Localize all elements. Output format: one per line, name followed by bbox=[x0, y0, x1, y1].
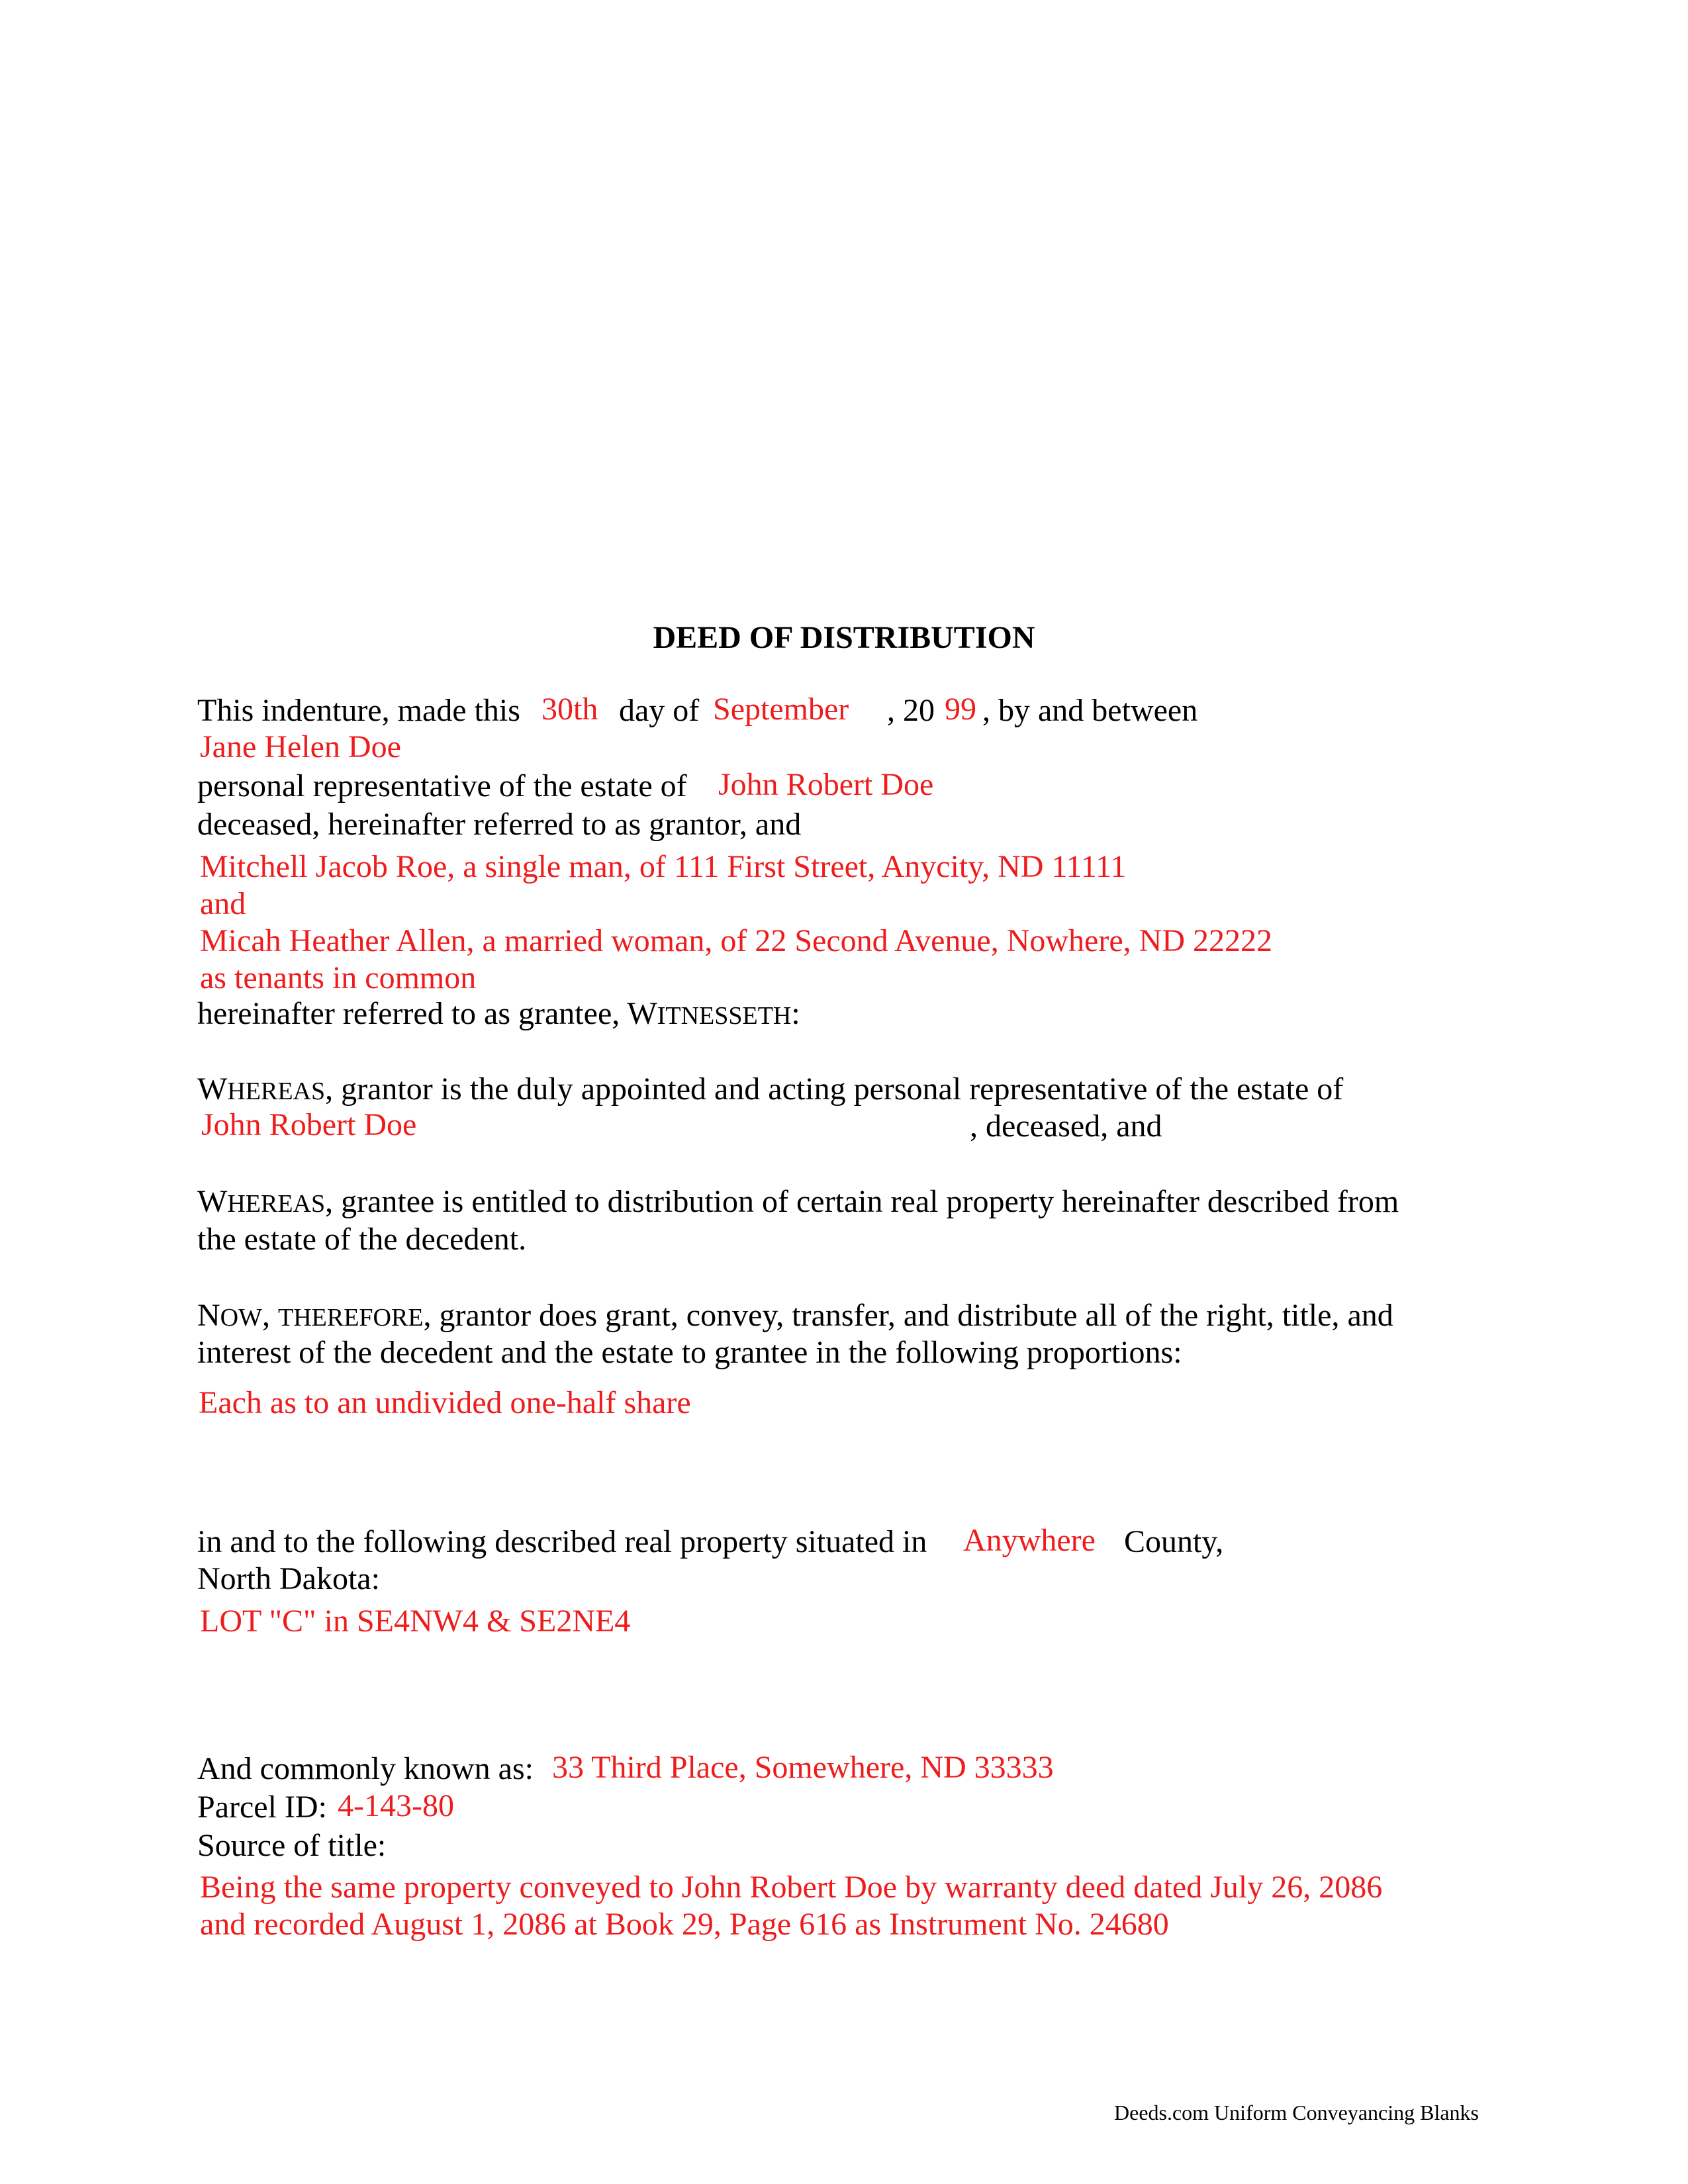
grantee-tenancy: as tenants in common bbox=[200, 960, 477, 995]
whereas-1 bbox=[197, 1071, 1343, 1110]
whereas-2-cap: W bbox=[197, 1184, 228, 1219]
state-name: North Dakota: bbox=[197, 1561, 380, 1596]
whereas-1-cap: W bbox=[197, 1071, 228, 1107]
property-line-suffix: County, bbox=[1124, 1524, 1224, 1559]
property-line-prefix: in and to the following described real property situated in bbox=[197, 1524, 927, 1559]
whereas-2-rest: HEREAS bbox=[227, 1190, 326, 1218]
intro-by-and-between: , by and between bbox=[982, 693, 1198, 728]
commonly-known-value: 33 Third Place, Somewhere, ND 33333 bbox=[552, 1750, 1054, 1785]
now-therefore-text: , grantor does grant, convey, transfer, and distribute all of the right, title, and bbox=[423, 1298, 1393, 1333]
intro-year-prefix: , 20 bbox=[887, 693, 935, 728]
intro-prefix: This indenture, made this bbox=[197, 693, 520, 728]
estate-line-prefix: personal representative of the estate of bbox=[197, 768, 687, 803]
intro-month: September bbox=[713, 692, 849, 727]
whereas-2-line2: the estate of the decedent. bbox=[197, 1222, 527, 1257]
whereas-1-text: , grantor is the duly appointed and acting personal representative of the estate of bbox=[325, 1071, 1344, 1107]
county-name: Anywhere bbox=[963, 1523, 1096, 1558]
witnesseth-rest: ITNESSETH bbox=[657, 1002, 792, 1030]
commonly-known-label: And commonly known as: bbox=[197, 1751, 534, 1786]
footer-text: Deeds.com Uniform Conveyancing Blanks bbox=[1114, 2101, 1479, 2124]
legal-description: LOT "C" in SE4NW4 & SE2NE4 bbox=[200, 1604, 631, 1639]
parcel-value: 4-143-80 bbox=[338, 1788, 454, 1823]
intro-year-suffix: 99 bbox=[945, 692, 976, 727]
therefore-word: THEREFORE bbox=[277, 1304, 424, 1332]
proportions: Each as to an undivided one-half share bbox=[199, 1385, 691, 1420]
grantee-2: Micah Heather Allen, a married woman, of 22 Second Avenue, Nowhere, ND 22222 bbox=[200, 923, 1272, 958]
witnesseth-cap: W bbox=[627, 996, 657, 1031]
whereas-1-rest: HEREAS bbox=[227, 1077, 326, 1105]
whereas-2-text: , grantee is entitled to distribution of certain real property hereinafter described from bbox=[325, 1184, 1399, 1219]
grantor-line: deceased, hereinafter referred to as grantor, and bbox=[197, 807, 802, 842]
grantee-line-prefix: hereinafter referred to as grantee, bbox=[197, 996, 620, 1031]
now-therefore-line2: interest of the decedent and the estate to grantee in the following proportions: bbox=[197, 1335, 1182, 1370]
now-cap: N bbox=[197, 1298, 220, 1333]
whereas-2-line1 bbox=[197, 1183, 1399, 1222]
personal-representative: Jane Helen Doe bbox=[200, 729, 401, 764]
witnesseth-punct: : bbox=[791, 996, 800, 1031]
intro-day: 30th bbox=[541, 692, 598, 727]
whereas-1-suffix: , deceased, and bbox=[970, 1109, 1162, 1144]
source-of-title-line2: and recorded August 1, 2086 at Book 29, Page 616 as Instrument No. 24680 bbox=[200, 1907, 1169, 1942]
whereas-1-decedent: John Robert Doe bbox=[201, 1107, 417, 1142]
document-title: DEED OF DISTRIBUTION bbox=[653, 620, 1035, 655]
source-of-title-line1: Being the same property conveyed to John Robert Doe by warranty deed dated July 26, 2086 bbox=[200, 1870, 1383, 1905]
grantee-1: Mitchell Jacob Roe, a single man, of 111 First Street, Anycity, ND 11111 bbox=[200, 849, 1127, 884]
grantee-conjunction: and bbox=[200, 886, 246, 921]
parcel-label: Parcel ID: bbox=[197, 1790, 327, 1825]
now-rest: OW bbox=[220, 1304, 262, 1332]
source-of-title-label: Source of title: bbox=[197, 1828, 387, 1863]
decedent-name: John Robert Doe bbox=[718, 767, 934, 802]
now-therefore-line1: NOW, THEREFORE, grantor does grant, convey, transfer, and distribute all of the right, title, and bbox=[197, 1298, 1393, 1333]
grantee-line bbox=[197, 995, 800, 1034]
intro-day-of: day of bbox=[619, 693, 700, 728]
